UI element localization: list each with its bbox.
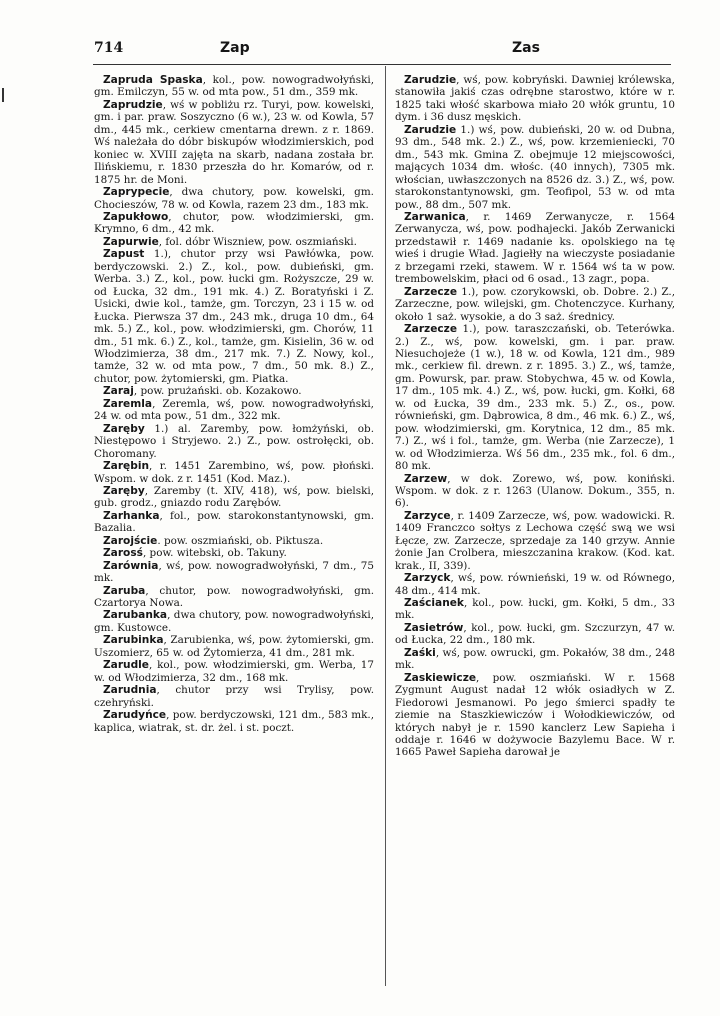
entry-text: , chutor przy wsi Trylisy, pow. czehryński. <box>94 684 374 709</box>
entry-term: Zarudyńce <box>103 709 167 722</box>
margin-mark <box>2 88 4 102</box>
dictionary-entry <box>395 622 675 647</box>
entry-term: Zarubinka <box>103 634 164 647</box>
entry-term: Zarzyck <box>404 572 451 585</box>
entry-text: , fol., pow. starokonstantynowski, gm. Bazalia. <box>94 509 374 535</box>
entry-term: Zaruba <box>103 584 146 597</box>
column-divider <box>385 66 386 986</box>
entry-text: , wś, pow. nowogradwołyński, 7 dm., 75 mk. <box>94 559 374 585</box>
entry-text: , wś w pobliżu rz. Turyi, pow. kowelski, gm. i par. praw. Soszyczno (6 w.), 23 w. od Kowla, 57 dm., 445 mk., cerkiew cmentarna drewn. z r. 1869. Wś należała do dóbr biskupów włodzimierskich, pod koniec w. XVIII zajęta na skarb, nadana została br. Ilińskiemu, r. 1830 przeszła do hr. Komarów, od r. 1875 hr. de Moni. <box>94 98 374 186</box>
entry-text: , kol., pow. łucki, gm. Kołki, 5 dm., 33 mk. <box>395 597 675 622</box>
entry-term: Zaręby <box>103 422 145 435</box>
dictionary-entry <box>395 647 675 672</box>
dictionary-entry <box>395 211 675 286</box>
entry-term: Zarudzie <box>404 123 457 136</box>
dictionary-entry <box>94 460 374 485</box>
dictionary-entry <box>94 684 374 709</box>
dictionary-entry <box>94 547 374 559</box>
entry-term: Zapust <box>103 248 145 261</box>
entry-term: Zarwanica <box>404 210 466 223</box>
entry-term: Zarzecze <box>404 323 458 336</box>
entry-term: Zarzecze <box>404 285 458 298</box>
entry-term: Zarudnia <box>103 684 157 697</box>
dictionary-entry <box>395 74 675 124</box>
dictionary-entry <box>94 585 374 610</box>
dictionary-entry <box>94 634 374 659</box>
entry-term: Zarhanka <box>103 509 160 522</box>
entry-term: Zarzyce <box>404 509 451 522</box>
entry-term: Zapukłowo <box>103 210 169 223</box>
dictionary-entry <box>395 672 675 759</box>
entry-text: , w dok. Zorewo, wś, pow. koniński. Wspom. w dok. z r. 1263 (Ulanow. Dokum., 355, n. 6). <box>395 472 675 510</box>
entry-text: 1.), pow. czorykowski, ob. Dobre. 2.) Z., Zarzeczne, pow. wilejski, gm. Chotenczyce. Kurhany, około 1 saż. wysokie, a do 3 saż. średnicy. <box>395 285 675 323</box>
entry-term: Zarojście <box>103 534 158 547</box>
dictionary-entry <box>395 597 675 622</box>
dictionary-entry <box>94 398 374 423</box>
dictionary-entry <box>94 535 374 547</box>
dictionary-entry <box>94 385 374 397</box>
entry-text: , dwa chutory, pow. nowogradwołyński, gm. Kustowce. <box>94 609 374 634</box>
entry-term: Zarudzie <box>404 74 457 86</box>
entry-text: . pow. oszmiański, ob. Piktusza. <box>157 534 324 547</box>
entry-term: Zaremla <box>103 397 153 410</box>
entry-text: , Zarubienka, wś, pow. żytomierski, gm. Uszomierz, 65 w. od Żytomierza, 41 dm., 281 mk. <box>94 634 374 659</box>
entry-term: Zarębin <box>103 460 149 473</box>
dictionary-entry <box>94 423 374 460</box>
entry-text: , chutor, pow. włodzimierski, gm. Krymno, 6 dm., 42 mk. <box>94 210 374 236</box>
entry-term: Zapurwie <box>103 235 159 248</box>
entry-text: , r. 1409 Zarzecze, wś, pow. wadowicki. R. 1409 Franczco sołtys z Lechowa część swą we wsi Łęcze, zw. Zarzecze, sprzedaje za 140 grzyw. Annie żonie Jan Crolbera, mieszczanina krakow. (Kod. kat. krak., II, 339). <box>395 509 675 572</box>
dictionary-entry <box>395 473 675 510</box>
entry-term: Zarubanka <box>103 609 168 622</box>
entry-text: , pow. oszmiański. W r. 1568 Zygmunt August nadał 12 włók osiadłych w Z. Fiedorowi Jesmanowi. Po jego śmierci spadły te ziemie na Staszkiewiczów i Wołodkiewiczów, od których nabył je r. 1590 kanclerz Lew Sapieha i oddaje r. 1646 w dożywocie Bazylemu Bace. W r. 1665 Paweł Sapieha darował je <box>395 671 675 759</box>
entry-term: Zarównia <box>103 559 159 572</box>
dictionary-entry <box>94 659 374 684</box>
dictionary-entry <box>94 609 374 634</box>
entry-text: , wś, pow. owrucki, gm. Pokałów, 38 dm., 248 mk. <box>395 646 675 672</box>
dictionary-entry <box>94 211 374 236</box>
entry-text: , r. 1451 Zarembino, wś, pow. płoński. Wspom. w dok. z r. 1451 (Kod. Maz.). <box>94 460 374 485</box>
entry-term: Zarudle <box>103 659 149 672</box>
left-column <box>94 74 374 734</box>
dictionary-entry <box>94 709 374 734</box>
dictionary-entry <box>395 572 675 597</box>
dictionary-entry <box>94 236 374 248</box>
entry-term: Zaprypecie <box>103 186 170 199</box>
dictionary-entry <box>94 560 374 585</box>
entry-term: Zarzew <box>404 472 448 485</box>
entry-term: Zaręby <box>103 484 145 497</box>
entry-text: , wś, pow. kobryński. Dawniej królewska, stanowiła jakiś czas odrębne starostwo, które w r. 1825 taki włość skarbowa miało 20 włók gruntu, 10 dym. i 36 dusz męskich. <box>395 74 675 124</box>
entry-text: , pow. witebski, ob. Takuny. <box>142 547 287 560</box>
entry-text: , pow. prużański. ob. Kozakowo. <box>133 385 302 398</box>
header-rule <box>93 64 671 65</box>
dictionary-entry <box>94 186 374 211</box>
entry-term: Zaprudzie <box>103 98 163 111</box>
entry-text: 1.), chutor przy wsi Pawłówka, pow. berdyczowski. 2.) Z., kol., pow. dubieński, gm. Werba. 3.) Z., kol., pow. łucki gm. Rożyszcze, 29 w. od Łucka, 32 dm., 191 mk. 4.) Z. Boratyński i Z. Usicki, dwie kol., tamże, gm. Torczyn, 23 i 15 w. od Łucka. Pierwsza 37 dm., 243 mk., druga 10 dm., 64 mk. 5.) Z., kol., pow. włodzimierski, gm. Chorów, 11 dm., 51 mk. 6.) Z., kol., tamże, gm. Kisielin, 36 w. od Włodzimierza, 38 dm., 217 mk. 7.) Z. Nowy, kol., tamże, 32 w. od mta pow., 7 dm., 50 mk. 8.) Z., chutor, pow. żytomierski, gm. Piatka. <box>94 248 374 385</box>
dictionary-entry <box>395 510 675 572</box>
entry-text: , kol., pow. nowogradwołyński, gm. Emilczyn, 55 w. od mta pow., 51 dm., 359 mk. <box>94 74 374 99</box>
entry-text: 1.), pow. taraszczański, ob. Teterówka. 2.) Z., wś, pow. kowelski, gm. i par. praw. Niesuchojeże (1 w.), 18 w. od Kowla, 121 dm., 989 mk., cerkiew fil. drewn. z r. 1895. 3.) Z., wś, tamże, gm. Powursk, par. praw. Stobychwa, 45 w. od Kowla, 17 dm., 105 mk. 4.) Z., wś, pow. łucki, gm. Kołki, 68 w. od Łucka, 39 dm., 233 mk. 5.) Z., os., pow. równieński, gm. Dąbrowica, 8 dm., 46 mk. 6.) Z., wś, pow. włodzimierski, gm. Korytnica, 12 dm., 85 mk. 7.) Z., wś i fol., tamże, gm. Werba (nie Zarzecze), 1 w. od Włodzimierza. Wś 56 dm., 235 mk., fol. 6 dm., 80 mk. <box>395 323 675 473</box>
dictionary-entry <box>94 510 374 535</box>
entry-text: , chutor, pow. nowogradwołyński, gm. Czartorya Nowa. <box>94 584 374 610</box>
entry-text: , kol., pow. włodzimierski, gm. Werba, 17 w. od Włodzimierza, 32 dm., 168 mk. <box>94 659 374 684</box>
dictionary-entry <box>94 485 374 510</box>
dictionary-entry <box>395 124 675 211</box>
entry-term: Zarosś <box>103 547 143 560</box>
entry-term: Zaśki <box>404 646 436 659</box>
running-head-right: Zas <box>512 40 540 56</box>
entry-term: Zaskiewicze <box>404 671 477 684</box>
entry-term: Zasietrów <box>404 621 464 634</box>
entry-term: Zapruda Spaska <box>103 74 203 86</box>
page-header <box>72 40 672 62</box>
entry-text: , fol. dóbr Wiszniew, pow. oszmiański. <box>158 235 357 248</box>
dictionary-entry <box>94 248 374 385</box>
entry-text: , pow. berdyczowski, 121 dm., 583 mk., kaplica, wiatrak, st. dr. żel. i st. poczt. <box>94 709 374 734</box>
page-number: 714 <box>94 40 124 56</box>
dictionary-entry <box>94 99 374 186</box>
entry-text: , dwa chutory, pow. kowelski, gm. Chocieszów, 78 w. od Kowla, razem 23 dm., 183 mk. <box>94 186 374 211</box>
entry-text: , kol., pow. łucki, gm. Szczurzyn, 47 w. od Łucka, 22 dm., 180 mk. <box>395 621 675 647</box>
running-head-left: Zap <box>220 40 250 56</box>
dictionary-entry <box>395 323 675 472</box>
entry-text: , Zeremla, wś, pow. nowogradwołyński, 24 w. od mta pow., 51 dm., 322 mk. <box>94 397 374 423</box>
entry-term: Zaścianek <box>404 597 464 610</box>
entry-term: Zaraj <box>103 385 134 398</box>
dictionary-entry <box>395 286 675 323</box>
entry-text: 1.) al. Zaremby, pow. łomżyński, ob. Niestępowo i Stryjewo. 2.) Z., pow. ostrołęcki, ob. Choromany. <box>94 422 374 460</box>
entry-text: , wś, pow. równieński, 19 w. od Równego, 48 dm., 414 mk. <box>395 572 675 597</box>
entry-text: , r. 1469 Zerwanycze, r. 1564 Zerwanycza, wś, pow. podhajecki. Jakób Zerwanicki przedstawił r. 1469 nadanie ks. opolskiego na tę wieś i drugie Wład. Jagiełły na wieczyste posiadanie z brzegami rzeki, stawem. W r. 1564 wś ta w pow. trembowelskim, płaci od 6 osad., 13 zagr., popa. <box>395 210 675 286</box>
entry-text: 1.) wś, pow. dubieński, 20 w. od Dubna, 93 dm., 548 mk. 2.) Z., wś, pow. krzemieniecki, 70 dm., 543 mk. Gmina Z. obejmuje 12 miejscowości, mających 1034 dm. włośc. (40 innych), 7305 mk. włościan, uwłaszczonych na 8526 dz. 3.) Z., wś, pow. starokonstantynowski, gm. Teofipol, 53 w. od mta pow., 88 dm., 507 mk. <box>395 123 675 211</box>
right-column <box>395 74 675 759</box>
entry-text: , Zaremby (t. XIV, 418), wś, pow. bielski, gub. grodz., gniazdo rodu Zarębów. <box>94 484 374 510</box>
dictionary-entry <box>94 74 374 99</box>
